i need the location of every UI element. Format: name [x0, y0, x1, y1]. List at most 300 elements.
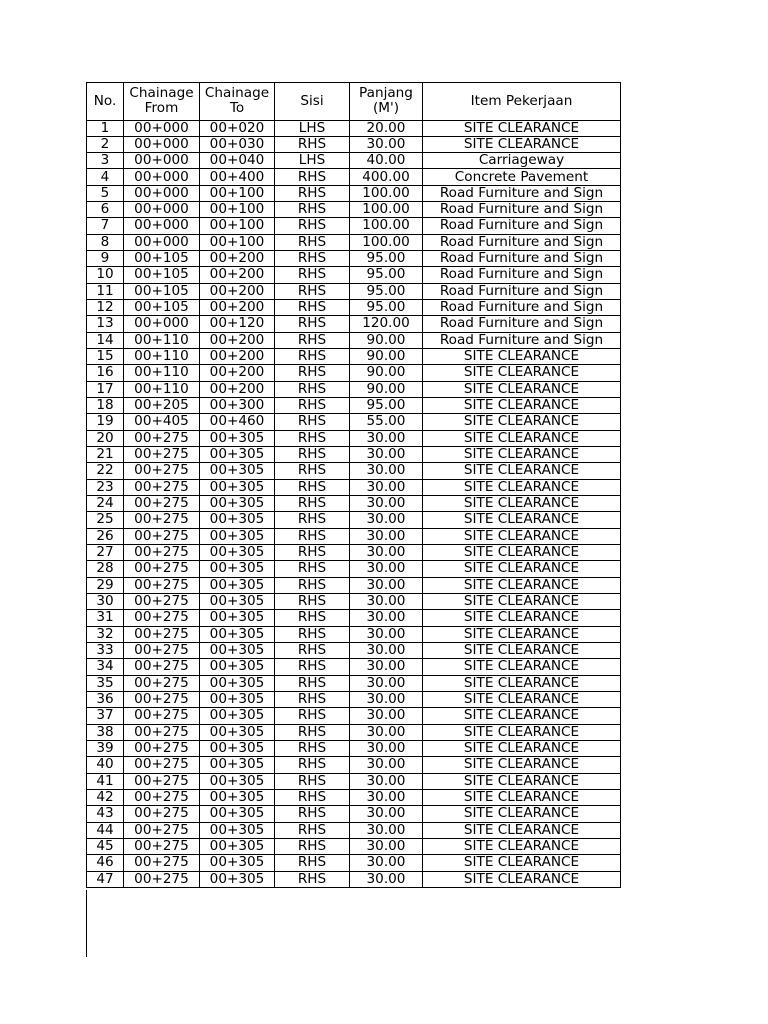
cell-no: 10 — [87, 267, 124, 283]
cell-chainage-to: 00+200 — [200, 283, 275, 299]
cell-no: 17 — [87, 381, 124, 397]
table-row — [87, 561, 621, 577]
cell-chainage-from: 00+105 — [124, 300, 200, 316]
cell-item-pekerjaan: SITE CLEARANCE — [423, 806, 621, 822]
table-row — [87, 349, 621, 365]
cell-sisi: RHS — [275, 757, 350, 773]
left-border-line — [86, 890, 87, 957]
cell-item-pekerjaan: Road Furniture and Sign — [423, 300, 621, 316]
cell-no: 25 — [87, 512, 124, 528]
cell-panjang: 55.00 — [350, 414, 423, 430]
cell-chainage-from: 00+000 — [124, 136, 200, 152]
cell-panjang: 90.00 — [350, 365, 423, 381]
cell-chainage-from: 00+105 — [124, 283, 200, 299]
table-header — [87, 83, 621, 121]
cell-chainage-to: 00+020 — [200, 120, 275, 136]
cell-sisi: RHS — [275, 414, 350, 430]
table-row — [87, 545, 621, 561]
cell-sisi: RHS — [275, 806, 350, 822]
table-row — [87, 855, 621, 871]
cell-item-pekerjaan: Road Furniture and Sign — [423, 234, 621, 250]
table-row — [87, 610, 621, 626]
cell-chainage-to: 00+300 — [200, 398, 275, 414]
cell-chainage-to: 00+305 — [200, 789, 275, 805]
cell-sisi: RHS — [275, 675, 350, 691]
cell-sisi: RHS — [275, 283, 350, 299]
cell-chainage-to: 00+100 — [200, 218, 275, 234]
cell-chainage-from: 00+275 — [124, 479, 200, 495]
cell-chainage-to: 00+200 — [200, 300, 275, 316]
cell-panjang: 30.00 — [350, 610, 423, 626]
cell-panjang: 30.00 — [350, 740, 423, 756]
cell-no: 11 — [87, 283, 124, 299]
table-row — [87, 577, 621, 593]
cell-chainage-to: 00+305 — [200, 479, 275, 495]
cell-panjang: 40.00 — [350, 153, 423, 169]
cell-panjang: 95.00 — [350, 283, 423, 299]
table-row — [87, 822, 621, 838]
cell-item-pekerjaan: SITE CLEARANCE — [423, 789, 621, 805]
cell-chainage-to: 00+305 — [200, 659, 275, 675]
cell-chainage-to: 00+305 — [200, 545, 275, 561]
cell-item-pekerjaan: SITE CLEARANCE — [423, 512, 621, 528]
cell-chainage-to: 00+305 — [200, 822, 275, 838]
cell-item-pekerjaan: SITE CLEARANCE — [423, 528, 621, 544]
cell-no: 45 — [87, 838, 124, 854]
cell-no: 42 — [87, 789, 124, 805]
cell-item-pekerjaan: Road Furniture and Sign — [423, 185, 621, 201]
cell-sisi: RHS — [275, 594, 350, 610]
table-row — [87, 838, 621, 854]
cell-chainage-from: 00+110 — [124, 381, 200, 397]
cell-item-pekerjaan: SITE CLEARANCE — [423, 757, 621, 773]
cell-chainage-from: 00+000 — [124, 169, 200, 185]
cell-panjang: 100.00 — [350, 218, 423, 234]
cell-sisi: RHS — [275, 871, 350, 887]
cell-chainage-to: 00+030 — [200, 136, 275, 152]
cell-chainage-from: 00+275 — [124, 430, 200, 446]
cell-chainage-from: 00+000 — [124, 234, 200, 250]
cell-chainage-from: 00+275 — [124, 577, 200, 593]
cell-chainage-from: 00+275 — [124, 855, 200, 871]
cell-panjang: 30.00 — [350, 789, 423, 805]
cell-item-pekerjaan: SITE CLEARANCE — [423, 349, 621, 365]
cell-panjang: 100.00 — [350, 202, 423, 218]
cell-item-pekerjaan: SITE CLEARANCE — [423, 643, 621, 659]
cell-no: 40 — [87, 757, 124, 773]
cell-item-pekerjaan: Carriageway — [423, 153, 621, 169]
cell-chainage-from: 00+275 — [124, 447, 200, 463]
cell-panjang: 30.00 — [350, 855, 423, 871]
cell-chainage-to: 00+305 — [200, 708, 275, 724]
cell-no: 1 — [87, 120, 124, 136]
cell-no: 23 — [87, 479, 124, 495]
cell-item-pekerjaan: Road Furniture and Sign — [423, 251, 621, 267]
cell-chainage-to: 00+305 — [200, 855, 275, 871]
cell-item-pekerjaan: SITE CLEARANCE — [423, 610, 621, 626]
cell-chainage-from: 00+000 — [124, 120, 200, 136]
cell-item-pekerjaan: Road Furniture and Sign — [423, 283, 621, 299]
cell-item-pekerjaan: SITE CLEARANCE — [423, 855, 621, 871]
table-row — [87, 136, 621, 152]
cell-chainage-from: 00+275 — [124, 675, 200, 691]
table-row — [87, 120, 621, 136]
cell-panjang: 30.00 — [350, 659, 423, 675]
cell-item-pekerjaan: SITE CLEARANCE — [423, 822, 621, 838]
table-row — [87, 528, 621, 544]
cell-no: 44 — [87, 822, 124, 838]
cell-no: 21 — [87, 447, 124, 463]
cell-chainage-to: 00+305 — [200, 691, 275, 707]
cell-chainage-to: 00+305 — [200, 740, 275, 756]
cell-sisi: RHS — [275, 463, 350, 479]
cell-panjang: 20.00 — [350, 120, 423, 136]
cell-chainage-from: 00+000 — [124, 185, 200, 201]
cell-chainage-from: 00+275 — [124, 512, 200, 528]
cell-no: 5 — [87, 185, 124, 201]
cell-sisi: RHS — [275, 316, 350, 332]
cell-chainage-to: 00+305 — [200, 773, 275, 789]
cell-chainage-from: 00+110 — [124, 365, 200, 381]
cell-no: 22 — [87, 463, 124, 479]
cell-chainage-from: 00+405 — [124, 414, 200, 430]
cell-panjang: 30.00 — [350, 643, 423, 659]
cell-chainage-from: 00+275 — [124, 724, 200, 740]
cell-no: 36 — [87, 691, 124, 707]
cell-panjang: 95.00 — [350, 267, 423, 283]
cell-panjang: 30.00 — [350, 447, 423, 463]
cell-chainage-to: 00+305 — [200, 871, 275, 887]
cell-no: 29 — [87, 577, 124, 593]
cell-panjang: 30.00 — [350, 594, 423, 610]
cell-sisi: RHS — [275, 202, 350, 218]
cell-chainage-from: 00+275 — [124, 740, 200, 756]
cell-sisi: RHS — [275, 267, 350, 283]
table-row — [87, 675, 621, 691]
cell-no: 28 — [87, 561, 124, 577]
cell-panjang: 95.00 — [350, 300, 423, 316]
cell-chainage-to: 00+400 — [200, 169, 275, 185]
cell-chainage-from: 00+105 — [124, 267, 200, 283]
cell-chainage-to: 00+200 — [200, 251, 275, 267]
table-row — [87, 381, 621, 397]
cell-sisi: RHS — [275, 365, 350, 381]
cell-sisi: RHS — [275, 398, 350, 414]
cell-panjang: 100.00 — [350, 234, 423, 250]
cell-item-pekerjaan: SITE CLEARANCE — [423, 740, 621, 756]
cell-sisi: RHS — [275, 479, 350, 495]
cell-sisi: LHS — [275, 153, 350, 169]
cell-chainage-from: 00+000 — [124, 316, 200, 332]
cell-no: 3 — [87, 153, 124, 169]
cell-item-pekerjaan: SITE CLEARANCE — [423, 871, 621, 887]
cell-chainage-to: 00+100 — [200, 185, 275, 201]
table-row — [87, 398, 621, 414]
header-no: No. — [87, 83, 124, 121]
cell-item-pekerjaan: SITE CLEARANCE — [423, 365, 621, 381]
cell-chainage-from: 00+275 — [124, 871, 200, 887]
cell-sisi: RHS — [275, 136, 350, 152]
cell-chainage-to: 00+305 — [200, 577, 275, 593]
cell-no: 6 — [87, 202, 124, 218]
cell-chainage-from: 00+110 — [124, 332, 200, 348]
header-chainage-from: Chainage From — [124, 83, 200, 121]
cell-no: 7 — [87, 218, 124, 234]
cell-chainage-from: 00+275 — [124, 594, 200, 610]
cell-sisi: RHS — [275, 577, 350, 593]
table-row — [87, 251, 621, 267]
table-row — [87, 479, 621, 495]
header-sisi: Sisi — [275, 83, 350, 121]
cell-item-pekerjaan: SITE CLEARANCE — [423, 675, 621, 691]
cell-chainage-from: 00+000 — [124, 218, 200, 234]
header-row — [87, 83, 621, 121]
cell-chainage-to: 00+305 — [200, 528, 275, 544]
cell-item-pekerjaan: SITE CLEARANCE — [423, 447, 621, 463]
cell-no: 46 — [87, 855, 124, 871]
cell-chainage-from: 00+275 — [124, 806, 200, 822]
cell-chainage-from: 00+275 — [124, 496, 200, 512]
table-row — [87, 806, 621, 822]
cell-no: 20 — [87, 430, 124, 446]
cell-panjang: 30.00 — [350, 724, 423, 740]
cell-no: 19 — [87, 414, 124, 430]
table-body — [87, 120, 621, 887]
cell-panjang: 30.00 — [350, 561, 423, 577]
cell-panjang: 30.00 — [350, 757, 423, 773]
cell-item-pekerjaan: SITE CLEARANCE — [423, 659, 621, 675]
table-row — [87, 332, 621, 348]
cell-no: 14 — [87, 332, 124, 348]
cell-panjang: 95.00 — [350, 398, 423, 414]
cell-panjang: 30.00 — [350, 822, 423, 838]
table-row — [87, 789, 621, 805]
table-row — [87, 218, 621, 234]
cell-sisi: RHS — [275, 545, 350, 561]
cell-chainage-from: 00+000 — [124, 202, 200, 218]
cell-chainage-from: 00+275 — [124, 822, 200, 838]
cell-sisi: RHS — [275, 332, 350, 348]
table-row — [87, 234, 621, 250]
cell-no: 39 — [87, 740, 124, 756]
table-row — [87, 871, 621, 887]
cell-chainage-from: 00+000 — [124, 153, 200, 169]
header-item-pekerjaan: Item Pekerjaan — [423, 83, 621, 121]
cell-sisi: RHS — [275, 708, 350, 724]
cell-no: 27 — [87, 545, 124, 561]
cell-item-pekerjaan: SITE CLEARANCE — [423, 463, 621, 479]
cell-chainage-from: 00+275 — [124, 643, 200, 659]
table-row — [87, 430, 621, 446]
cell-chainage-to: 00+305 — [200, 757, 275, 773]
cell-chainage-from: 00+205 — [124, 398, 200, 414]
cell-chainage-to: 00+120 — [200, 316, 275, 332]
cell-sisi: RHS — [275, 496, 350, 512]
cell-panjang: 30.00 — [350, 773, 423, 789]
cell-no: 30 — [87, 594, 124, 610]
table-row — [87, 708, 621, 724]
table-row — [87, 691, 621, 707]
cell-panjang: 95.00 — [350, 251, 423, 267]
cell-chainage-from: 00+275 — [124, 626, 200, 642]
cell-sisi: RHS — [275, 300, 350, 316]
cell-sisi: RHS — [275, 724, 350, 740]
cell-chainage-to: 00+305 — [200, 496, 275, 512]
cell-panjang: 30.00 — [350, 838, 423, 854]
cell-item-pekerjaan: SITE CLEARANCE — [423, 773, 621, 789]
cell-item-pekerjaan: SITE CLEARANCE — [423, 496, 621, 512]
cell-chainage-to: 00+305 — [200, 675, 275, 691]
cell-chainage-from: 00+105 — [124, 251, 200, 267]
cell-chainage-from: 00+275 — [124, 561, 200, 577]
table-row — [87, 185, 621, 201]
table-row — [87, 740, 621, 756]
cell-panjang: 30.00 — [350, 545, 423, 561]
cell-item-pekerjaan: SITE CLEARANCE — [423, 398, 621, 414]
cell-no: 13 — [87, 316, 124, 332]
cell-no: 24 — [87, 496, 124, 512]
cell-sisi: RHS — [275, 381, 350, 397]
table-row — [87, 626, 621, 642]
cell-sisi: RHS — [275, 626, 350, 642]
table-row — [87, 169, 621, 185]
cell-sisi: LHS — [275, 120, 350, 136]
table-row — [87, 365, 621, 381]
cell-item-pekerjaan: SITE CLEARANCE — [423, 724, 621, 740]
cell-no: 12 — [87, 300, 124, 316]
cell-chainage-to: 00+040 — [200, 153, 275, 169]
table-row — [87, 773, 621, 789]
cell-item-pekerjaan: SITE CLEARANCE — [423, 691, 621, 707]
cell-panjang: 30.00 — [350, 626, 423, 642]
cell-chainage-from: 00+275 — [124, 708, 200, 724]
cell-panjang: 30.00 — [350, 528, 423, 544]
cell-item-pekerjaan: Concrete Pavement — [423, 169, 621, 185]
cell-panjang: 30.00 — [350, 463, 423, 479]
cell-chainage-from: 00+275 — [124, 545, 200, 561]
cell-no: 38 — [87, 724, 124, 740]
cell-item-pekerjaan: SITE CLEARANCE — [423, 120, 621, 136]
cell-panjang: 30.00 — [350, 512, 423, 528]
table-row — [87, 659, 621, 675]
cell-sisi: RHS — [275, 430, 350, 446]
table-row — [87, 463, 621, 479]
table-row — [87, 414, 621, 430]
cell-chainage-to: 00+305 — [200, 806, 275, 822]
cell-sisi: RHS — [275, 512, 350, 528]
cell-sisi: RHS — [275, 251, 350, 267]
table-row — [87, 283, 621, 299]
cell-item-pekerjaan: SITE CLEARANCE — [423, 708, 621, 724]
cell-sisi: RHS — [275, 740, 350, 756]
cell-sisi: RHS — [275, 234, 350, 250]
cell-item-pekerjaan: SITE CLEARANCE — [423, 594, 621, 610]
cell-chainage-to: 00+460 — [200, 414, 275, 430]
header-chainage-to: Chainage To — [200, 83, 275, 121]
cell-panjang: 30.00 — [350, 806, 423, 822]
cell-chainage-to: 00+305 — [200, 724, 275, 740]
cell-item-pekerjaan: Road Furniture and Sign — [423, 267, 621, 283]
cell-panjang: 30.00 — [350, 496, 423, 512]
cell-no: 41 — [87, 773, 124, 789]
cell-item-pekerjaan: SITE CLEARANCE — [423, 479, 621, 495]
cell-panjang: 30.00 — [350, 871, 423, 887]
cell-sisi: RHS — [275, 691, 350, 707]
cell-sisi: RHS — [275, 349, 350, 365]
cell-item-pekerjaan: Road Furniture and Sign — [423, 316, 621, 332]
cell-chainage-to: 00+305 — [200, 561, 275, 577]
cell-chainage-to: 00+305 — [200, 626, 275, 642]
cell-panjang: 30.00 — [350, 675, 423, 691]
cell-no: 47 — [87, 871, 124, 887]
table-row — [87, 202, 621, 218]
cell-chainage-to: 00+305 — [200, 512, 275, 528]
cell-panjang: 90.00 — [350, 349, 423, 365]
table-row — [87, 594, 621, 610]
cell-no: 4 — [87, 169, 124, 185]
cell-panjang: 90.00 — [350, 381, 423, 397]
cell-sisi: RHS — [275, 185, 350, 201]
cell-no: 2 — [87, 136, 124, 152]
cell-panjang: 400.00 — [350, 169, 423, 185]
table-row — [87, 512, 621, 528]
cell-panjang: 30.00 — [350, 136, 423, 152]
cell-no: 15 — [87, 349, 124, 365]
cell-item-pekerjaan: SITE CLEARANCE — [423, 577, 621, 593]
cell-chainage-to: 00+100 — [200, 234, 275, 250]
table-row — [87, 316, 621, 332]
cell-chainage-from: 00+275 — [124, 838, 200, 854]
cell-no: 43 — [87, 806, 124, 822]
cell-item-pekerjaan: SITE CLEARANCE — [423, 381, 621, 397]
cell-sisi: RHS — [275, 855, 350, 871]
table-row — [87, 724, 621, 740]
cell-no: 9 — [87, 251, 124, 267]
cell-chainage-to: 00+305 — [200, 594, 275, 610]
cell-chainage-from: 00+275 — [124, 528, 200, 544]
cell-chainage-to: 00+200 — [200, 332, 275, 348]
cell-item-pekerjaan: Road Furniture and Sign — [423, 218, 621, 234]
cell-chainage-to: 00+305 — [200, 643, 275, 659]
cell-item-pekerjaan: SITE CLEARANCE — [423, 430, 621, 446]
cell-no: 8 — [87, 234, 124, 250]
cell-sisi: RHS — [275, 789, 350, 805]
cell-chainage-to: 00+305 — [200, 447, 275, 463]
cell-chainage-to: 00+200 — [200, 381, 275, 397]
cell-no: 37 — [87, 708, 124, 724]
cell-chainage-to: 00+305 — [200, 463, 275, 479]
cell-chainage-from: 00+275 — [124, 610, 200, 626]
cell-panjang: 120.00 — [350, 316, 423, 332]
cell-panjang: 30.00 — [350, 577, 423, 593]
cell-chainage-from: 00+275 — [124, 773, 200, 789]
cell-sisi: RHS — [275, 659, 350, 675]
cell-sisi: RHS — [275, 528, 350, 544]
cell-chainage-to: 00+305 — [200, 610, 275, 626]
cell-item-pekerjaan: SITE CLEARANCE — [423, 626, 621, 642]
cell-item-pekerjaan: SITE CLEARANCE — [423, 561, 621, 577]
cell-item-pekerjaan: Road Furniture and Sign — [423, 202, 621, 218]
cell-panjang: 30.00 — [350, 691, 423, 707]
chainage-table — [86, 82, 621, 888]
cell-panjang: 30.00 — [350, 479, 423, 495]
table-row — [87, 447, 621, 463]
cell-chainage-from: 00+275 — [124, 789, 200, 805]
cell-item-pekerjaan: SITE CLEARANCE — [423, 414, 621, 430]
cell-no: 31 — [87, 610, 124, 626]
cell-chainage-from: 00+275 — [124, 691, 200, 707]
cell-item-pekerjaan: Road Furniture and Sign — [423, 332, 621, 348]
